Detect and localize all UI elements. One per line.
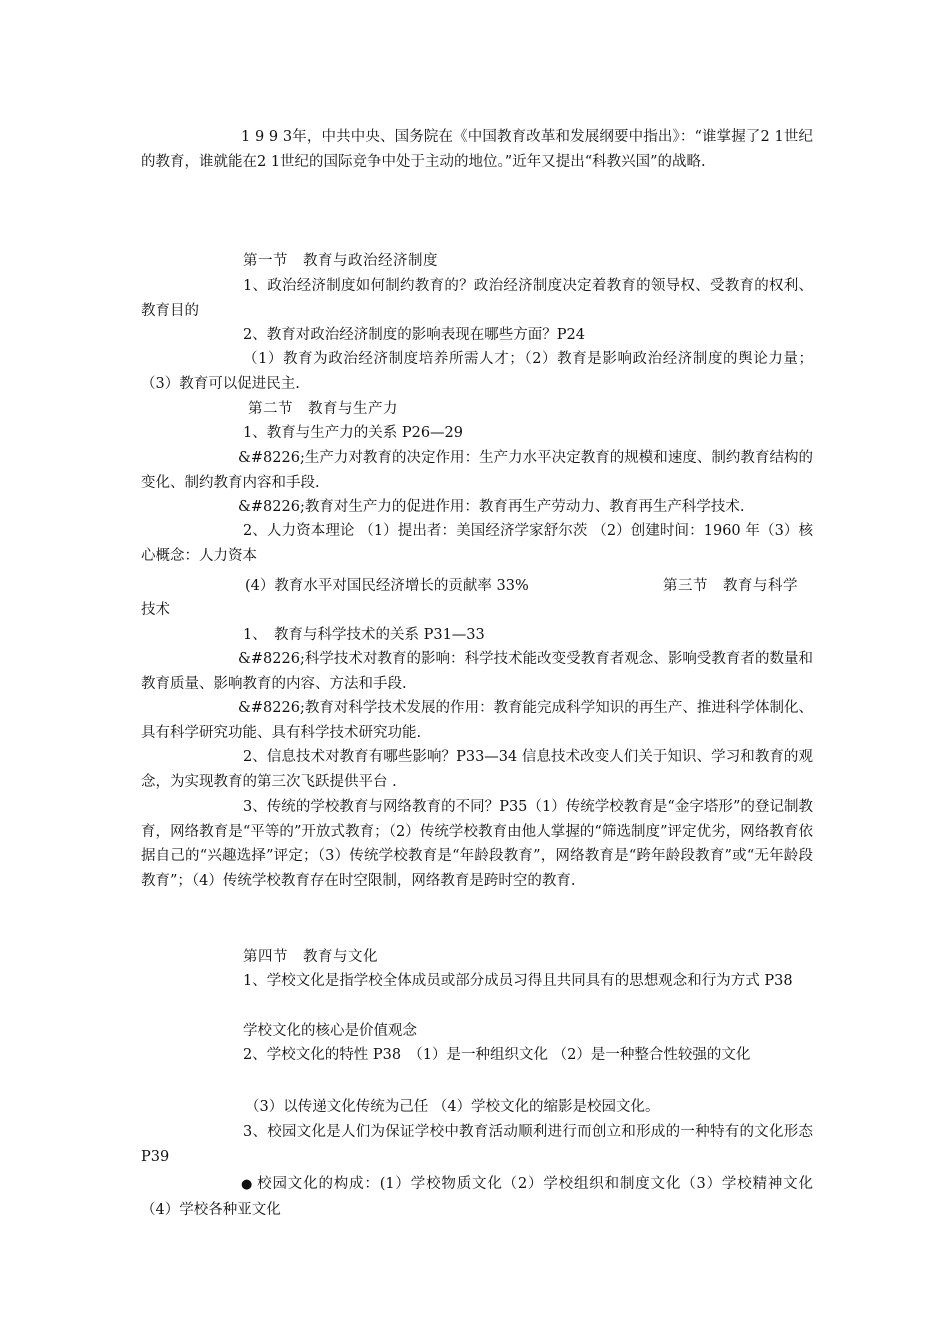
section-2-title: 第二节 教育与生产力	[248, 401, 398, 417]
s3-paragraph-5: 3、传统的学校教育与网络教育的不同？P35（1）传统学校教育是“金字塔形”的登记制教育，网络教育是“平等的”开放式教育；（2）传统学校教育由他人掌握的“筛选制度”评定优劣，网络教育依据自己的“兴趣选择”评定；（3）传统学校教育是“年龄段教育”，网络教育是“跨年龄段教育”或“无年龄段教育”；（4）传统学校教育存在时空限制，网络教育是跨时空的教育.	[141, 799, 813, 889]
s3-paragraph-4: 2、信息技术对教育有哪些影响？P33—34 信息技术改变人们关于知识、学习和教育的观念，为实现教育的第三次飞跃提供平台 .	[141, 749, 813, 790]
s4-paragraph-5: 3、校园文化是人们为保证学校中教育活动顺利进行而创立和形成的一种特有的文化形态 P39	[141, 1124, 813, 1165]
section-1-title: 第一节 教育与政治经济制度	[243, 253, 438, 269]
intro-paragraph: 1 9 9 3年，中共中央、国务院在《中国教育改革和发展纲要中指出》：“谁掌握了2 1世纪的教育，谁就能在2 1世纪的国际竞争中处于主动的地位。”近年又提出“科教兴国”的战略.	[141, 129, 813, 170]
bullet-icon: ●	[241, 1177, 254, 1192]
section-3-title: 第三节 教育与科学	[663, 578, 798, 594]
s2-paragraph-3: &#8226;教育对生产力的促进作用：教育再生产劳动力、教育再生产科学技术.	[238, 499, 745, 515]
s1-paragraph-2: 2、教育对政治经济制度的影响表现在哪些方面？P24	[243, 327, 585, 343]
s2-paragraph-4: 2、人力资本理论 （1）提出者：美国经济学家舒尔茨 （2）创建时间：1960 年（3）核心概念：人力资本	[141, 523, 813, 564]
s4-paragraph-6-text: 校园文化的构成：(1）学校物质文化（2）学校组织和制度文化（3）学校精神文化（4）学校各种亚文化	[141, 1176, 813, 1218]
section-4-title: 第四节 教育与文化	[243, 949, 378, 965]
s2-paragraph-1: 1、教育与生产力的关系 P26—29	[243, 425, 463, 441]
s3-paragraph-1: 1、 教育与科学技术的关系 P31—33	[243, 627, 485, 643]
section-3-title-continued: 技术	[141, 602, 170, 618]
s4-paragraph-6	[141, 1172, 813, 1222]
s3-paragraph-2: &#8226;科学技术对教育的影响：科学技术能改变受教育者观念、影响受教育者的数量和教育质量、影响教育的内容、方法和手段.	[141, 651, 813, 692]
s4-paragraph-1: 1、学校文化是指学校全体成员或部分成员习得且共同具有的思想观念和行为方式 P38	[243, 973, 793, 989]
s2-paragraph-2: &#8226;生产力对教育的决定作用：生产力水平决定教育的规模和速度、制约教育结构的变化、制约教育内容和手段.	[141, 450, 813, 491]
s2-paragraph-5: (4）教育水平对国民经济增长的贡献率 33%	[245, 578, 529, 594]
s4-paragraph-4: （3）以传递文化传统为己任 （4）学校文化的缩影是校园文化。	[245, 1099, 660, 1115]
s1-paragraph-1: 1、政治经济制度如何制约教育的？政治经济制度决定着教育的领导权、受教育的权利、教育目的	[141, 278, 813, 319]
s3-paragraph-3: &#8226;教育对科学技术发展的作用：教育能完成科学知识的再生产、推进科学体制化、具有科学研究功能、具有科学技术研究功能.	[141, 700, 813, 741]
s1-paragraph-3: （1）教育为政治经济制度培养所需人才；（2）教育是影响政治经济制度的舆论力量；（3）教育可以促进民主.	[141, 351, 813, 392]
s4-paragraph-2: 学校文化的核心是价值观念	[243, 1023, 417, 1039]
s4-paragraph-3: 2、学校文化的特性 P38 （1）是一种组织文化 （2）是一种整合性较强的文化	[243, 1047, 751, 1063]
